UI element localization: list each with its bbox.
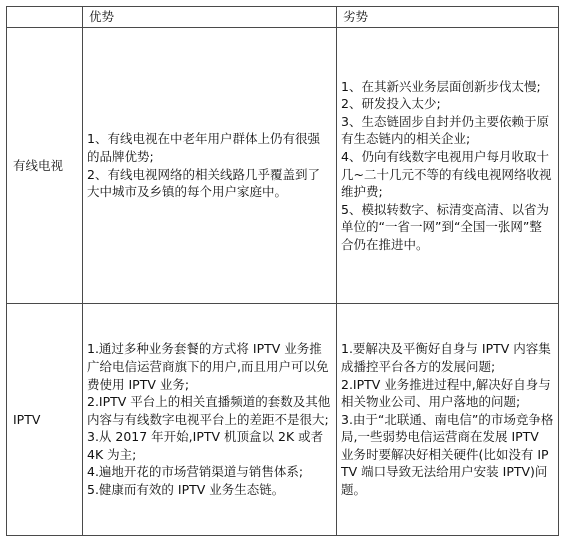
cable-tv-disadvantage-2: 2、研发投入太少; bbox=[341, 96, 441, 112]
comparison-table-wrapper bbox=[6, 6, 558, 536]
iptv-disadvantage-2: 2.IPTV 业务推进过程中,解决好自身与相关物业公司、用户落地的问题; bbox=[341, 376, 551, 410]
cable-tv-disadvantage-3: 3、生态链固步自封并仍主要依赖于原有生态链内的相关企业; bbox=[341, 113, 549, 147]
cable-tv-disadvantage-1: 1、在其新兴业务层面创新步伐太慢; bbox=[341, 78, 541, 94]
iptv-advantage-2: 2.IPTV 平台上的相关直播频道的套数及其他内容与有线数字电视平台上的差距不是很大; bbox=[87, 394, 331, 427]
cable-tv-disadvantages-cell bbox=[337, 28, 559, 304]
header-row bbox=[7, 7, 559, 28]
cable-tv-disadvantage-5: 5、模拟转数字、标清变高清、以省为单位的“一省一网”到“全国一张网”整合仍在推进中。 bbox=[341, 201, 549, 252]
header-disadvantages: 劣势 bbox=[337, 7, 559, 28]
cable-tv-advantage-1: 1、有线电视在中老年用户群体上仍有很强的品牌优势; bbox=[87, 131, 320, 164]
iptv-disadvantages-cell bbox=[337, 304, 559, 536]
table-row-cable-tv bbox=[7, 28, 559, 304]
iptv-advantage-1: 1.通过多种业务套餐的方式将 IPTV 业务推广给电信运营商旗下的用户,而且用户可以免费使用 IPTV 业务; bbox=[87, 341, 329, 392]
cable-tv-advantages-cell bbox=[83, 28, 337, 304]
iptv-disadvantage-3: 3.由于“北联通、南电信”的市场竞争格局,一些弱势电信运营商在发展 IPTV 业务时要解决好相关硬件(比如没有 IPTV 端口导致无法给用户安装 IPTV)问题。 bbox=[341, 411, 554, 498]
row-category-cable-tv: 有线电视 bbox=[7, 28, 83, 304]
iptv-disadvantage-1: 1.要解决及平衡好自身与 IPTV 内容集成播控平台各方的发展问题; bbox=[341, 341, 551, 374]
comparison-table bbox=[6, 6, 559, 536]
cable-tv-advantage-2: 2、有线电视网络的相关线路几乎覆盖到了大中城市及乡镇的每个用户家庭中。 bbox=[87, 166, 320, 200]
header-advantages: 优势 bbox=[83, 7, 337, 28]
cable-tv-disadvantage-4: 4、仍向有线数字电视用户每月收取十几~二十几元不等的有线电视网络收视维护费; bbox=[341, 148, 552, 200]
iptv-advantage-5: 5.健康而有效的 IPTV 业务生态链。 bbox=[87, 482, 285, 498]
iptv-advantage-4: 4.遍地开花的市场营销渠道与销售体系; bbox=[87, 464, 304, 480]
header-category bbox=[7, 7, 83, 28]
iptv-advantage-3: 3.从 2017 年开始,IPTV 机顶盒以 2K 或者 4K 为主; bbox=[87, 429, 324, 462]
row-category-iptv: IPTV bbox=[7, 304, 83, 536]
iptv-advantages-cell bbox=[83, 304, 337, 536]
table-row-iptv bbox=[7, 304, 559, 536]
